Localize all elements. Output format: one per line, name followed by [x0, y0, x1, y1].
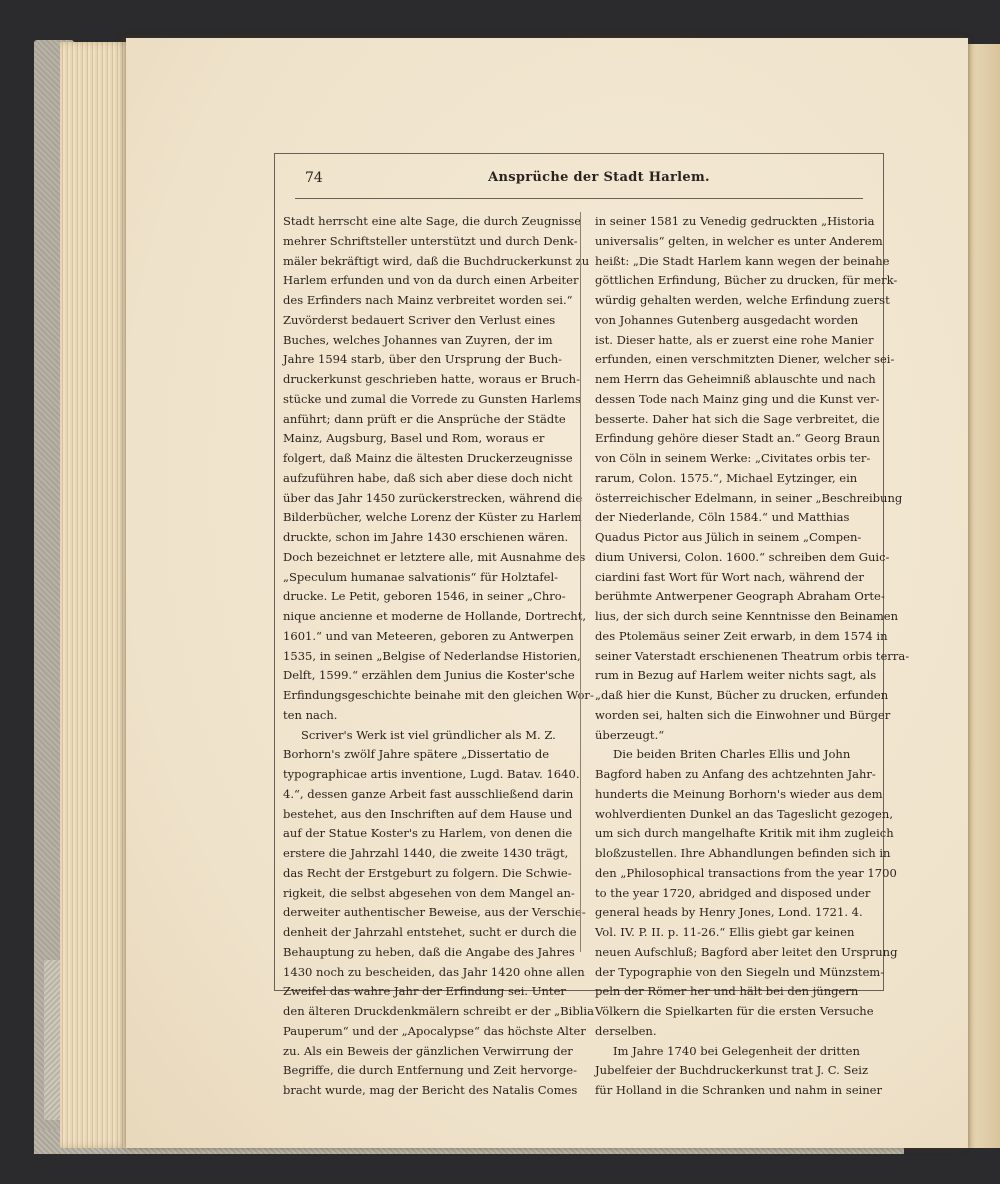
- text-line: ciardini fast Wort für Wort nach, während der: [595, 569, 864, 584]
- text-line: universalis“ gelten, in welcher es unter Anderem: [595, 233, 883, 248]
- text-line: Vol. IV. P. II. p. 11-26.“ Ellis giebt gar keinen: [595, 925, 855, 939]
- text-line: göttlichen Erfindung, Bücher zu drucken, für merk-: [595, 273, 898, 288]
- text-line: Bagford haben zu Anfang des achtzehnten Jahr-: [595, 767, 876, 781]
- text-line: anführt; dann prüft er die Ansprüche der Städte: [283, 411, 566, 426]
- text-line: bestehet, aus den Inschriften auf dem Hause und: [283, 806, 573, 821]
- text-line: bloßzustellen. Ihre Abhandlungen befinden sich in: [595, 846, 891, 860]
- text-line: Jubelfeier der Buchdruckerkunst trat J. C. Seiz: [595, 1063, 869, 1078]
- text-line: Zweifel das wahre Jahr der Erfindung sei. Unter: [283, 984, 566, 999]
- text-line: Im Jahre 1740 bei Gelegenheit der dritten: [613, 1043, 860, 1058]
- text-line: besserte. Daher hat sich die Sage verbreitet, die: [595, 411, 880, 426]
- text-line: zu. Als ein Beweis der gänzlichen Verwirrung der: [283, 1043, 573, 1058]
- text-line: Völkern die Spielkarten für die ersten Versuche: [595, 1004, 874, 1018]
- page-header: [305, 170, 853, 196]
- text-line: heißt: „Die Stadt Harlem kann wegen der beinahe: [595, 253, 890, 268]
- text-line: Behauptung zu heben, daß die Angabe des Jahres: [283, 944, 575, 959]
- text-line: druckte, schon im Jahre 1430 erschienen wären.: [283, 530, 569, 544]
- text-line: derselben.: [595, 1023, 657, 1038]
- text-line: Jahre 1594 starb, über den Ursprung der Buch-: [283, 352, 563, 367]
- text-line: Bilderbücher, welche Lorenz der Küster zu Harlem: [283, 510, 582, 525]
- text-line: würdig gehalten werden, welche Erfindung zuerst: [595, 293, 890, 307]
- text-line: druckerkunst geschrieben hatte, woraus er Bruch-: [283, 372, 581, 386]
- running-head: Ansprüche der Stadt Harlem.: [488, 170, 710, 185]
- text-line: des Ptolemäus seiner Zeit erwarb, in dem 1574 in: [595, 628, 888, 643]
- text-line: 1535, in seinen „Belgise of Nederlandse Historien,: [283, 648, 581, 663]
- text-line: für Holland in die Schranken und nahm in seiner: [595, 1083, 883, 1097]
- text-line: Doch bezeichnet er letztere alle, mit Ausnahme des: [283, 549, 586, 564]
- text-line: dium Universi, Colon. 1600.“ schreiben dem Guic-: [595, 549, 890, 564]
- right-column: [595, 212, 910, 1101]
- text-line: den „Philosophical transactions from the year 1700: [595, 865, 897, 880]
- text-line: typographicae artis inventione, Lugd. Batav. 1640.: [283, 767, 580, 781]
- text-line: „Speculum humanae salvationis“ für Holztafel-: [283, 569, 559, 584]
- text-line: überzeugt.“: [595, 727, 665, 742]
- column-divider: [580, 212, 581, 952]
- text-line: derweiter authentischer Beweise, aus der Verschie-: [283, 905, 586, 920]
- text-line: Buches, welches Johannes van Zuyren, der im: [283, 332, 553, 347]
- text-line: der Typographie von den Siegeln und Münzstem-: [595, 964, 885, 979]
- text-line: nique ancienne et moderne de Hollande, Dortrecht,: [283, 609, 587, 623]
- text-line: von Cöln in seinem Werke: „Civitates orbis ter-: [595, 451, 871, 465]
- book-page: [126, 38, 968, 1148]
- text-line: Mainz, Augsburg, Basel und Rom, woraus er: [283, 431, 545, 446]
- text-line: general heads by Henry Jones, Lond. 1721. 4.: [595, 905, 863, 920]
- text-line: peln der Römer her und hält bei den jüngern: [595, 984, 859, 999]
- left-column: [283, 212, 595, 1101]
- text-line: Quadus Pictor aus Jülich in seinem „Compen-: [595, 530, 862, 544]
- text-line: berühmte Antwerpener Geograph Abraham Orte-: [595, 589, 885, 604]
- text-line: mäler bekräftigt wird, daß die Buchdruckerkunst zu: [283, 253, 590, 268]
- text-line: auf der Statue Koster's zu Harlem, von denen die: [283, 826, 573, 841]
- header-rule: [295, 198, 863, 199]
- text-line: nem Herrn das Geheimniß ablauschte und nach: [595, 372, 876, 386]
- text-line: um sich durch mangelhafte Kritik mit ihm zugleich: [595, 826, 894, 841]
- text-line: über das Jahr 1450 zurückerstrecken, während die: [283, 490, 583, 505]
- text-line: 1430 noch zu bescheiden, das Jahr 1420 ohne allen: [283, 964, 585, 979]
- text-line: hunderts die Meinung Borhorn's wieder aus dem: [595, 786, 883, 801]
- text-line: erfunden, einen verschmitzten Diener, welcher sei-: [595, 352, 895, 367]
- text-line: bracht wurde, mag der Bericht des Natalis Comes: [283, 1083, 578, 1097]
- text-line: lius, der sich durch seine Kenntnisse den Beinamen: [595, 609, 899, 623]
- text-line: seiner Vaterstadt erschienenen Theatrum orbis terra-: [595, 648, 910, 663]
- text-line: wohlverdienten Dunkel an das Tageslicht gezogen,: [595, 806, 893, 821]
- text-line: das Recht der Erstgeburt zu folgern. Die Schwie-: [283, 865, 572, 880]
- text-line: von Johannes Gutenberg ausgedacht worden: [595, 312, 859, 327]
- text-line: Pauperum“ und der „Apocalypse“ das höchste Alter: [283, 1023, 586, 1038]
- text-line: „daß hier die Kunst, Bücher zu drucken, erfunden: [595, 688, 889, 702]
- text-line: des Erfinders nach Mainz verbreitet worden sei.“: [283, 293, 573, 307]
- text-line: in seiner 1581 zu Venedig gedruckten „Historia: [595, 214, 875, 228]
- text-line: den älteren Druckdenkmälern schreibt er der „Biblia: [283, 1004, 595, 1018]
- text-frame: [274, 153, 910, 1097]
- text-line: Delft, 1599.“ erzählen dem Junius die Koster'sche: [283, 668, 575, 683]
- text-line: Harlem erfunden und von da durch einen Arbeiter: [283, 273, 579, 288]
- text-line: to the year 1720, abridged and disposed under: [595, 885, 871, 900]
- text-line: ten nach.: [283, 707, 338, 722]
- text-line: ist. Dieser hatte, als er zuerst eine rohe Manier: [595, 332, 874, 347]
- text-line: Stadt herrscht eine alte Sage, die durch Zeugnisse: [283, 214, 582, 228]
- text-line: österreichischer Edelmann, in seiner „Beschreibung: [595, 490, 903, 505]
- text-line: rum in Bezug auf Harlem weiter nichts sagt, als: [595, 668, 877, 683]
- text-line: stücke und zumal die Vorrede zu Gunsten Harlems: [283, 391, 581, 406]
- text-line: aufzuführen habe, daß sich aber diese doch nicht: [283, 470, 573, 485]
- text-line: rarum, Colon. 1575.“, Michael Eytzinger, ein: [595, 470, 858, 485]
- text-line: Erfindung gehöre dieser Stadt an.“ Georg Braun: [595, 431, 880, 446]
- text-line: Die beiden Briten Charles Ellis und John: [613, 747, 851, 762]
- text-line: neuen Aufschluß; Bagford aber leitet den Ursprung: [595, 944, 898, 959]
- text-line: 4.“, dessen ganze Arbeit fast ausschließend darin: [283, 786, 574, 801]
- text-line: erstere die Jahrzahl 1440, die zweite 1430 trägt,: [283, 846, 569, 860]
- text-line: denheit der Jahrzahl entstehet, sucht er durch die: [283, 925, 577, 939]
- text-line: Erfindungsgeschichte beinahe mit den gleichen Wor-: [283, 688, 594, 702]
- text-line: Scriver's Werk ist viel gründlicher als M. Z.: [301, 727, 556, 742]
- text-line: drucke. Le Petit, geboren 1546, in seiner „Chro-: [283, 589, 566, 604]
- text-line: 1601.“ und van Meteeren, geboren zu Antwerpen: [283, 628, 574, 643]
- text-line: dessen Tode nach Mainz ging und die Kunst ver-: [595, 391, 880, 406]
- text-line: folgert, daß Mainz die ältesten Druckerzeugnisse: [283, 451, 573, 465]
- page-number: 74: [305, 170, 323, 186]
- text-line: worden sei, halten sich die Einwohner und Bürger: [595, 707, 891, 722]
- text-line: Begriffe, die durch Entfernung und Zeit hervorge-: [283, 1063, 578, 1078]
- text-line: der Niederlande, Cöln 1584.“ und Matthias: [595, 510, 850, 525]
- text-line: rigkeit, die selbst abgesehen von dem Mangel an-: [283, 885, 575, 900]
- text-line: Zuvörderst bedauert Scriver den Verlust eines: [283, 312, 556, 327]
- text-line: Borhorn's zwölf Jahre spätere „Dissertatio de: [283, 747, 550, 762]
- text-line: mehrer Schriftsteller unterstützt und durch Denk-: [283, 233, 578, 248]
